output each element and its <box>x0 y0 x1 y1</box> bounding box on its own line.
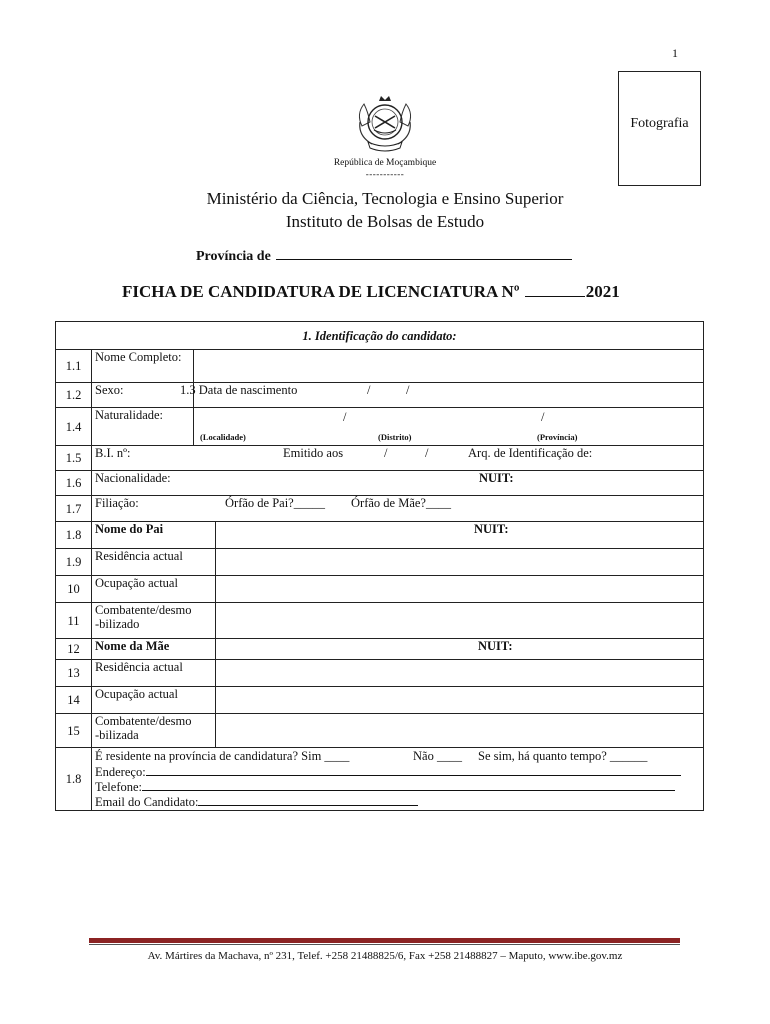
resident-no-option: Não ____ <box>413 749 462 763</box>
row-number: 1.7 <box>56 496 92 522</box>
row-number: 15 <box>56 714 92 748</box>
mother-name-field[interactable] <box>216 639 704 660</box>
phone-label: Telefone: <box>95 780 143 794</box>
combatant-label-line: Combatente/desmo <box>95 714 192 728</box>
mother-occupation-field[interactable] <box>216 687 704 714</box>
institute-name: Instituto de Bolsas de Estudo <box>285 212 485 231</box>
phone-line <box>95 779 700 794</box>
orphan-father-label: Órfão de Pai?_____ <box>225 496 325 510</box>
date-separator: / <box>384 446 388 460</box>
issued-label: Emitido aos <box>283 446 344 460</box>
row-number: 1.6 <box>56 471 92 496</box>
address-line <box>95 764 700 779</box>
combatant-label-line: Combatente/desmo <box>95 603 192 617</box>
form-title-year: 2021 <box>585 282 620 301</box>
residence-contact-block[interactable] <box>92 748 704 811</box>
father-name-field[interactable] <box>216 522 704 549</box>
filiation-field[interactable] <box>92 496 704 522</box>
mother-name-label: Nome da Mãe <box>92 639 216 660</box>
birthplace-label: Naturalidade: <box>92 408 194 446</box>
footer-address: Av. Mártires da Machava, nº 231, Telef. +258 21488825/6, Fax +258 21488827 – Maputo, www.ibe.gov.mz <box>147 950 623 962</box>
date-separator: / <box>425 446 429 460</box>
form-title-text: FICHA DE CANDIDATURA DE LICENCIATURA Nº <box>122 282 520 301</box>
row-number: 1.2 <box>56 383 92 408</box>
province-input-line[interactable] <box>276 247 572 260</box>
date-separator: / <box>367 383 371 397</box>
province-field <box>196 247 572 265</box>
province-label: Província de <box>196 249 271 264</box>
mother-occupation-label: Ocupação actual <box>92 687 216 714</box>
mother-residence-label: Residência actual <box>92 660 216 687</box>
residence-question-line <box>95 749 700 764</box>
row-number: 1.8 <box>56 522 92 549</box>
date-separator: / <box>406 383 410 397</box>
section-title: 1. Identificação do candidato: <box>56 322 704 350</box>
republic-divider: ----------- <box>365 169 405 179</box>
id-card-field[interactable] <box>92 446 704 471</box>
nationality-label: Nacionalidade: <box>95 471 171 485</box>
father-occupation-field[interactable] <box>216 576 704 603</box>
address-label: Endereço: <box>95 765 146 779</box>
page-number: 1 <box>672 46 678 60</box>
row-number: 1.8 <box>56 748 92 811</box>
birthplace-field[interactable] <box>194 408 704 446</box>
place-separator: / <box>343 410 347 424</box>
father-residence-label: Residência actual <box>92 549 216 576</box>
combatant-label-line: -bilizada <box>95 728 139 742</box>
email-label: Email do Candidato: <box>95 795 199 809</box>
father-name-label: Nome do Pai <box>92 522 216 549</box>
mother-residence-field[interactable] <box>216 660 704 687</box>
coat-of-arms-emblem-icon <box>350 92 420 156</box>
phone-input-line[interactable] <box>142 779 675 791</box>
row-number: 14 <box>56 687 92 714</box>
ministry-name: Ministério da Ciência, Tecnologia e Ensino Superior <box>206 189 564 208</box>
resident-since-question: Se sim, há quanto tempo? ______ <box>478 749 648 763</box>
email-input-line[interactable] <box>198 794 418 806</box>
mother-combatant-field[interactable] <box>216 714 704 748</box>
father-occupation-label: Ocupação actual <box>92 576 216 603</box>
place-separator: / <box>541 410 545 424</box>
resident-question: É residente na província de candidatura? Sim ____ <box>95 749 350 763</box>
archive-label: Arq. de Identificação de: <box>468 446 593 460</box>
orphan-mother-label: Órfão de Mãe?____ <box>351 496 451 510</box>
row-number: 1.4 <box>56 408 92 446</box>
father-residence-field[interactable] <box>216 549 704 576</box>
row-number: 10 <box>56 576 92 603</box>
province-caption: (Província) <box>537 432 578 442</box>
mother-combatant-label <box>92 714 216 748</box>
address-input-line[interactable] <box>146 764 681 776</box>
row-number: 1.1 <box>56 350 92 383</box>
nuit-label: NUIT: <box>474 522 509 536</box>
birthdate-label: 1.3 Data de nascimento <box>180 383 298 397</box>
locality-caption: (Localidade) <box>200 432 246 442</box>
full-name-label: Nome Completo: <box>92 350 194 383</box>
nationality-field[interactable] <box>92 471 704 496</box>
father-combatant-label <box>92 603 216 639</box>
form-title <box>122 282 620 302</box>
footer-divider <box>89 938 680 943</box>
republic-label: República de Moçambique <box>333 158 437 168</box>
row-number: 12 <box>56 639 92 660</box>
row-number: 1.9 <box>56 549 92 576</box>
sex-birthdate-field[interactable] <box>180 383 704 408</box>
email-line <box>95 794 700 809</box>
row-number: 13 <box>56 660 92 687</box>
full-name-field[interactable] <box>194 350 704 383</box>
sex-label: Sexo: <box>92 383 194 408</box>
father-combatant-field[interactable] <box>216 603 704 639</box>
footer-divider-thin <box>89 944 680 945</box>
form-number-input-line[interactable] <box>525 284 585 297</box>
id-card-label: B.I. nº: <box>95 446 131 460</box>
photo-label: Fotografia <box>630 116 689 131</box>
filiation-label: Filiação: <box>95 496 139 510</box>
row-number: 11 <box>56 603 92 639</box>
candidate-identification-table <box>55 321 704 811</box>
district-caption: (Distrito) <box>378 432 412 442</box>
combatant-label-line: -bilizado <box>95 617 140 631</box>
nuit-label: NUIT: <box>479 471 514 485</box>
row-number: 1.5 <box>56 446 92 471</box>
nuit-label: NUIT: <box>478 639 513 653</box>
